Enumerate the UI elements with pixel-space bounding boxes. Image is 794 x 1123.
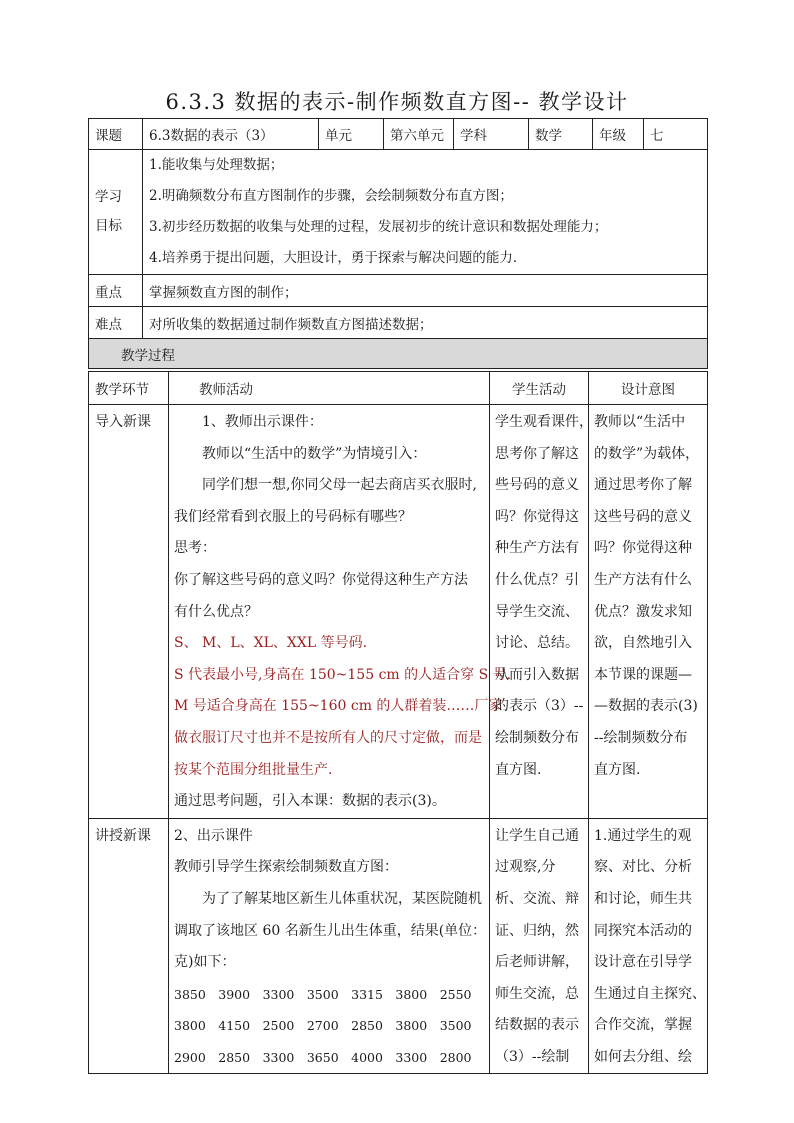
teacher-line: 1、教师出示课件： bbox=[174, 414, 323, 430]
goal-item: 2.明确频数分布直方图制作的步骤，会绘制频数分布直方图； bbox=[149, 188, 513, 204]
grade-value: 七 bbox=[644, 119, 708, 150]
subject-label: 学科 bbox=[454, 119, 529, 150]
key-point-text: 掌握频数直方图的制作； bbox=[143, 275, 708, 307]
intent-line: 通过思考你了解 bbox=[594, 477, 692, 494]
intent-line: 本节课的课题— bbox=[594, 666, 692, 683]
student-line: 过观察,分 bbox=[495, 859, 556, 876]
unit-value: 第六单元 bbox=[384, 119, 454, 150]
student-line: 析、交流、辩 bbox=[495, 890, 579, 907]
goal-item: 3.初步经历数据的收集与处理的过程，发展初步的统计意识和数据处理能力； bbox=[149, 219, 608, 235]
student-line: 直方图. bbox=[495, 761, 542, 778]
stage-new-lesson: 讲授新课 bbox=[89, 818, 169, 1074]
intent-line: 这些号码的意义 bbox=[594, 508, 692, 525]
teacher-line: 思考： bbox=[174, 540, 216, 557]
teacher-line-highlight: S、 M、L、XL、XXL 等号码. bbox=[174, 635, 368, 652]
process-table bbox=[88, 371, 708, 1074]
process-header: 教学过程 bbox=[89, 339, 708, 369]
intent-line: 1.通过学生的观 bbox=[594, 827, 692, 844]
student-line: 什么优点？引 bbox=[495, 571, 579, 588]
weight-value: 4000 bbox=[351, 1049, 383, 1065]
student-line: 师生交流，总 bbox=[495, 985, 579, 1002]
student-line: 思考你了解这 bbox=[495, 445, 579, 462]
teacher-line: 通过思考问题，引入本课：数据的表示(3)。 bbox=[174, 793, 446, 810]
intent-line: 教师以“生活中 bbox=[594, 414, 686, 430]
intent-line: 同探究本活动的 bbox=[594, 922, 692, 939]
student-line: （3）--绘制 bbox=[495, 1048, 570, 1065]
weight-value: 3300 bbox=[262, 1049, 295, 1065]
teacher-activity bbox=[169, 405, 512, 819]
intent-line: 直方图. bbox=[594, 761, 641, 778]
difficulty-label: 难点 bbox=[89, 307, 143, 339]
goals-content bbox=[143, 150, 708, 275]
teacher-line: 你了解这些号码的意义吗？你觉得这种生产方法 bbox=[174, 571, 468, 588]
col-header-teacher: 教师活动 bbox=[169, 372, 490, 405]
goal-item: 1.能收集与处理数据； bbox=[149, 157, 284, 173]
weight-value: 3850 bbox=[174, 986, 206, 1002]
teacher-line: 教师引导学生探索绘制频数直方图： bbox=[174, 859, 398, 876]
design-intent bbox=[589, 818, 708, 1074]
teacher-line: 同学们想一想,你同父母一起去商店买衣服时, bbox=[174, 477, 477, 494]
weight-value: 3315 bbox=[351, 986, 383, 1002]
weight-value: 2800 bbox=[439, 1049, 472, 1065]
document-title: 6.3.3 数据的表示-制作频数直方图-- 教学设计 bbox=[165, 90, 629, 114]
student-line: 后老师讲解， bbox=[495, 954, 579, 971]
grade-label: 年级 bbox=[593, 119, 644, 150]
weight-value: 3300 bbox=[262, 986, 295, 1002]
weight-value: 2550 bbox=[439, 986, 472, 1002]
course-value: 6.3数据的表示（3） bbox=[143, 119, 319, 150]
intent-line: 生通过自主探究、 bbox=[594, 985, 706, 1002]
intent-line: --绘制频数分布 bbox=[594, 729, 688, 746]
col-header-student: 学生活动 bbox=[490, 372, 589, 405]
intent-line: 生产方法有什么 bbox=[594, 571, 692, 588]
design-intent bbox=[589, 405, 708, 819]
student-line: 证、归纳，然 bbox=[495, 922, 579, 939]
subject-value: 数学 bbox=[529, 119, 593, 150]
student-line: 结数据的表示 bbox=[495, 1017, 579, 1034]
teacher-line: 教师以“生活中的数学”为情境引入： bbox=[174, 445, 427, 462]
student-activity bbox=[490, 818, 589, 1074]
student-line: 导学生交流、 bbox=[495, 603, 579, 620]
intent-line: 的数学”为载体， bbox=[594, 445, 700, 462]
teacher-line-highlight: S 代表最小号,身高在 150~155 cm 的人适合穿 S 号. bbox=[174, 666, 512, 683]
key-point-label: 重点 bbox=[89, 275, 143, 307]
weight-value: 3800 bbox=[174, 1018, 206, 1034]
teacher-line: 调取了该地区 60 名新生儿出生体重，结果(单位： bbox=[174, 922, 487, 939]
weight-value: 3650 bbox=[306, 1049, 339, 1065]
goal-item: 4.培养勇于提出问题，大胆设计，勇于探索与解决问题的能力． bbox=[149, 250, 527, 266]
student-line: 让学生自己通 bbox=[495, 827, 579, 844]
goals-label bbox=[89, 150, 143, 275]
goals-label-line2: 目标 bbox=[95, 218, 122, 234]
weight-value: 3300 bbox=[395, 1049, 428, 1065]
weight-value: 3900 bbox=[218, 986, 251, 1002]
student-line: 种生产方法有 bbox=[495, 540, 579, 557]
teacher-line: 有什么优点？ bbox=[174, 603, 258, 620]
student-line: 讨论、总结。 bbox=[495, 635, 579, 652]
weight-value: 2700 bbox=[306, 1018, 339, 1034]
student-line: 吗？你觉得这 bbox=[495, 508, 579, 525]
teacher-line-highlight: 做衣服订尺寸也并不是按所有人的尺寸定做，而是 bbox=[174, 729, 482, 746]
intent-line: 欲，自然地引入 bbox=[594, 635, 692, 652]
teacher-activity bbox=[169, 818, 490, 1074]
intent-line: 设计意在引导学 bbox=[594, 954, 692, 971]
stage-intro: 导入新课 bbox=[89, 405, 169, 819]
intent-line: 吗？你觉得这种 bbox=[594, 540, 692, 557]
unit-label: 单元 bbox=[319, 119, 384, 150]
lesson-info-table bbox=[88, 118, 708, 369]
teacher-line: 为了了解某地区新生儿体重状况，某医院随机 bbox=[174, 890, 482, 907]
weights-row bbox=[174, 1042, 484, 1074]
weight-value: 3500 bbox=[306, 986, 339, 1002]
weight-value: 3500 bbox=[439, 1018, 472, 1034]
teacher-line: 2、出示课件 bbox=[174, 827, 253, 844]
col-header-intent: 设计意图 bbox=[589, 372, 708, 405]
weights-row bbox=[174, 979, 484, 1011]
student-line: 的表示（3）-- bbox=[495, 698, 584, 715]
weight-value: 3800 bbox=[395, 1018, 428, 1034]
weight-value: 3800 bbox=[395, 986, 428, 1002]
weight-value: 4150 bbox=[218, 1018, 251, 1034]
student-line: 从而引入数据 bbox=[495, 666, 579, 683]
weight-value: 2850 bbox=[218, 1049, 251, 1065]
section-row bbox=[89, 405, 708, 819]
col-header-stage: 教学环节 bbox=[89, 372, 169, 405]
intent-line: 优点？激发求知 bbox=[594, 603, 692, 620]
intent-line: 察、对比、分析 bbox=[594, 859, 692, 876]
student-activity bbox=[490, 405, 593, 819]
student-line: 绘制频数分布 bbox=[495, 729, 579, 746]
intent-line: —数据的表示(3) bbox=[594, 698, 698, 715]
weight-value: 2900 bbox=[174, 1049, 206, 1065]
goals-label-line1: 学习 bbox=[95, 189, 122, 205]
weight-value: 2850 bbox=[351, 1018, 383, 1034]
difficulty-text: 对所收集的数据通过制作频数直方图描述数据； bbox=[143, 307, 708, 339]
intent-line: 合作交流，掌握 bbox=[594, 1017, 692, 1034]
intent-line: 和讨论，师生共 bbox=[594, 890, 692, 907]
teacher-line: 克)如下： bbox=[174, 954, 236, 971]
weights-row bbox=[174, 1010, 484, 1042]
weight-value: 2500 bbox=[262, 1018, 295, 1034]
section-row bbox=[89, 818, 708, 1074]
course-label: 课题 bbox=[89, 119, 143, 150]
student-line: 些号码的意义 bbox=[495, 477, 579, 494]
teacher-line-highlight: M 号适合身高在 155~160 cm 的人群着装……厂家 bbox=[174, 698, 503, 715]
teacher-line-highlight: 按某个范围分组批量生产. bbox=[174, 761, 333, 778]
student-line: 学生观看课件， bbox=[495, 414, 593, 430]
intent-line: 如何去分组、绘 bbox=[594, 1048, 692, 1065]
teacher-line: 我们经常看到衣服上的号码标有哪些？ bbox=[174, 508, 412, 525]
